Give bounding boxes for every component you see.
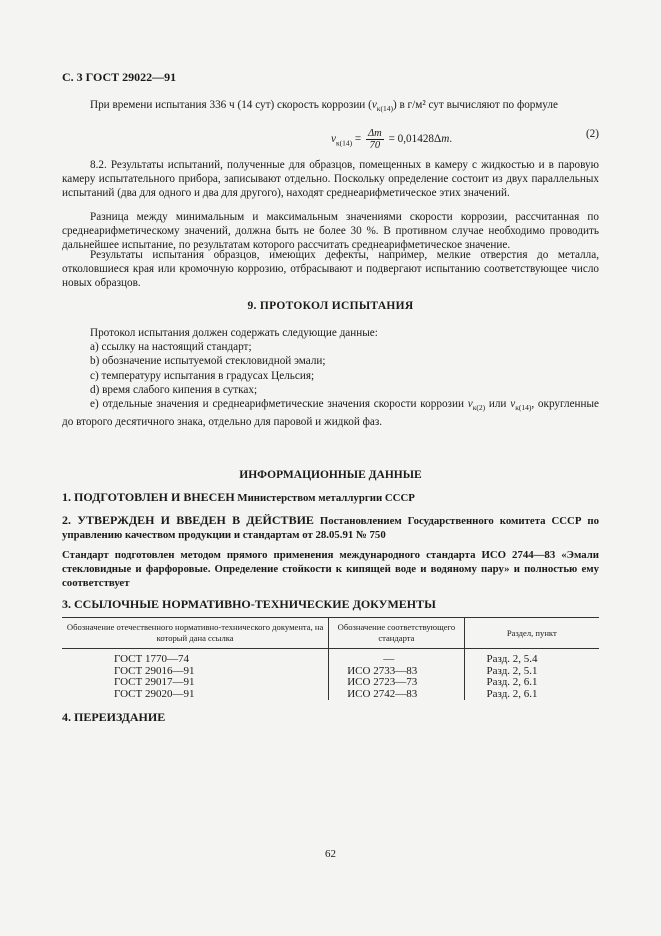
info-item-text: Министерством металлургии СССР <box>234 492 415 504</box>
table-cell: ИСО 2742—83 <box>347 687 418 700</box>
table-cell: — <box>383 653 395 665</box>
table-column-national <box>62 649 329 701</box>
info-title: ИНФОРМАЦИОННЫЕ ДАННЫЕ <box>239 469 422 481</box>
info-item-1 <box>62 490 599 505</box>
table-header: Раздел, пункт <box>464 618 599 649</box>
section-9-title: 9. ПРОТОКОЛ ИСПЫТАНИЯ <box>247 300 414 312</box>
info-item-3 <box>62 597 599 612</box>
protocol-item: b) обозначение испытуемой стекловидной эмали; <box>90 355 326 368</box>
fraction-denominator: 70 <box>369 140 381 151</box>
formula-number: (2) <box>585 128 599 140</box>
protocol-item: a) ссылку на настоящий стандарт; <box>90 341 252 354</box>
table-column-section <box>464 649 599 701</box>
formula-expression <box>331 128 452 151</box>
info-item-lead: 1. ПОДГОТОВЛЕН И ВНЕСЕН <box>62 490 235 504</box>
page-header: С. 3 ГОСТ 29022—91 <box>62 70 177 84</box>
text-run: При времени испытания 336 ч (14 сут) скорость коррозии ( <box>90 99 372 111</box>
protocol-item: d) время слабого кипения в сутках; <box>90 383 258 396</box>
info-item-lead: 2. УТВЕРЖДЕН И ВВЕДЕН В ДЕЙСТВИЕ <box>62 513 314 527</box>
formula-2 <box>62 124 599 150</box>
table-header: Обозначение отечественного нормативно-технического документа, на который дана ссылка <box>62 618 329 649</box>
table-header: Обозначение соответствующего стандарта <box>329 618 464 649</box>
table-cell: Разд. 2, 6.1 <box>486 676 538 689</box>
references-table <box>62 617 599 700</box>
text-run: или <box>485 398 511 411</box>
table-cell: ИСО 2723—73 <box>347 676 418 689</box>
formula-lhs-sub: к(14) <box>335 138 353 148</box>
paragraph-difference: Разница между минимальным и максимальным значениями скорости коррозии, рассчитанная по среднеарифметическому значений, должна быть не более 30 %. В противном случае необходимо проводить дальнейшее испытание, по результатам которого рассчитать среднеарифметическое значение. <box>62 211 599 252</box>
protocol-item: c) температуру испытания в градусах Цельсия; <box>90 369 315 382</box>
info-item-lead: 4. ПЕРЕИЗДАНИЕ <box>62 710 166 724</box>
protocol-list <box>62 326 599 430</box>
formula-fraction <box>366 128 384 151</box>
paragraph-test-time <box>62 98 599 116</box>
page-number: 62 <box>325 848 336 860</box>
table-cell: ГОСТ 29017—91 <box>114 676 195 689</box>
table-cell: ГОСТ 1770—74 <box>114 653 189 665</box>
paragraph-results: Результаты испытания образцов, имеющих дефекты, например, мелкие отверстия до металла, отколовшиеся края или кромочную коррозию, отбрасывают и подвергают испытанию соответствующее число новых образцов. <box>62 249 599 290</box>
subscript: к(2) <box>472 403 486 413</box>
variable-v: v <box>510 398 516 411</box>
text-run: ) в г/м² сут вычисляют по формуле <box>392 99 558 111</box>
info-item-lead: 3. ССЫЛОЧНЫЕ НОРМАТИВНО-ТЕХНИЧЕСКИЕ ДОКУМЕНТЫ <box>62 597 436 611</box>
formula-equals: = <box>352 133 365 146</box>
text-run: , округленные до второго десятичного знака, отдельно для паровой и жидкой фаз. <box>62 398 600 429</box>
table-cell: Разд. 2, 6.1 <box>486 687 538 700</box>
table-body <box>62 649 599 701</box>
variable-v: v <box>467 398 473 411</box>
table-cell: ИСО 2733—83 <box>347 664 418 677</box>
info-standard-note: Стандарт подготовлен методом прямого применения международного стандарта ИСО 2744—83 «Эмали стекловидные и фарфоровые. Определение стойкости к кипящей воде и водяному пару» и полностью ему соответствует <box>62 549 599 589</box>
subscript: к(14) <box>376 104 393 114</box>
protocol-intro: Протокол испытания должен содержать следующие данные: <box>90 327 378 339</box>
info-item-text: Постановлением Государственного комитета СССР по управлению качеством продукции и стандартам от 28.05.91 № 750 <box>62 515 599 541</box>
formula-end: . <box>449 133 453 146</box>
table-cell: ГОСТ 29020—91 <box>114 687 195 700</box>
text-run: e) отдельные значения и среднеарифметические значения скорости коррозии <box>90 398 468 411</box>
table-column-iso <box>329 649 464 701</box>
subscript: к(14) <box>515 403 532 413</box>
formula-lhs: v <box>331 133 336 146</box>
table-header-row <box>62 618 599 649</box>
fraction-numerator: Δm <box>368 128 382 139</box>
info-item-2 <box>62 513 599 542</box>
info-item-4 <box>62 710 599 725</box>
formula-rhs: = 0,01428Δ <box>385 133 442 146</box>
formula-rhs-var: m <box>441 133 450 146</box>
table-cell: Разд. 2, 5.4 <box>486 653 538 665</box>
protocol-item-e <box>62 397 599 430</box>
table-cell: ГОСТ 29016—91 <box>114 664 195 677</box>
variable-v: v <box>371 99 377 111</box>
table-cell: Разд. 2, 5.1 <box>486 664 538 677</box>
paragraph-8-2: 8.2. Результаты испытаний, полученные для образцов, помещенных в камеру с жидкостью и в паровую камеру испытательного прибора, записывают отдельно. Поскольку определение состоит из двух параллельных испытаний (два для одного и два для другого), находят среднеарифметическое этих значений. <box>62 159 599 200</box>
